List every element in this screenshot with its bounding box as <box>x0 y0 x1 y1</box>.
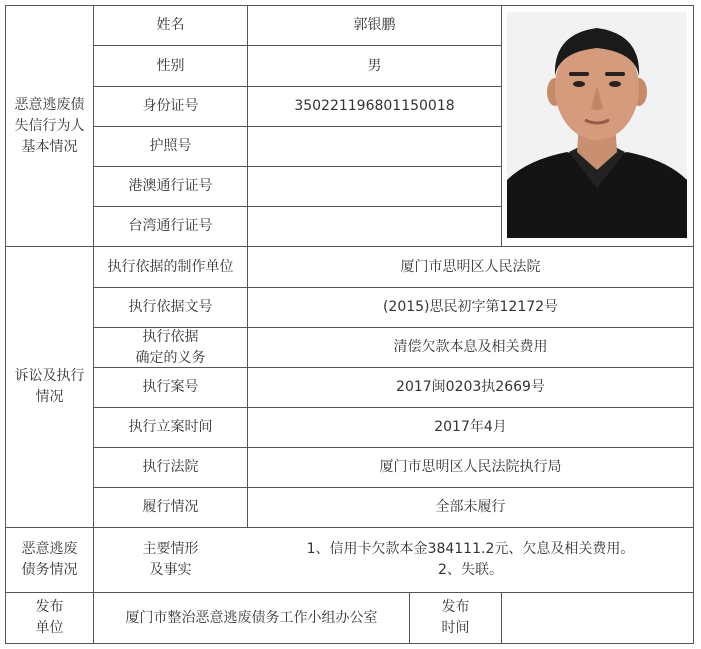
filing-date-label: 执行立案时间 <box>128 419 213 435</box>
publish-time-label-line1: 发布 <box>441 599 470 615</box>
facts-label-line2: 及事实 <box>149 562 192 578</box>
id-number-value: 350221196801150018 <box>294 98 455 114</box>
obligation-label <box>94 328 247 367</box>
obligation-label-line2: 确定的义务 <box>135 349 206 366</box>
facts-line-1: 1、信用卡欠款本金384111.2元、欠息及相关费用。 <box>306 541 635 557</box>
publisher-label-line1: 发布 <box>35 599 64 615</box>
name-label: 姓名 <box>156 17 185 33</box>
facts-label-line1: 主要情形 <box>142 541 199 557</box>
publisher-label <box>6 593 93 643</box>
section-label-basic <box>6 6 93 246</box>
facts-label <box>94 528 247 592</box>
document-number-value: (2015)思民初字第12172号 <box>382 299 559 315</box>
taiwan-permit-label: 台湾通行证号 <box>128 218 213 234</box>
obligation-label-line1: 执行依据 <box>142 328 199 345</box>
section-label-debt <box>6 528 93 592</box>
case-number-value: 2017闽0203执2669号 <box>396 379 545 395</box>
section-label-basic-line2: 失信行为人 <box>14 117 85 134</box>
section-label-basic-line3: 基本情况 <box>21 138 78 155</box>
id-number-label: 身份证号 <box>142 98 199 114</box>
performance-value: 全部未履行 <box>435 499 506 515</box>
taiwan-permit-value <box>248 207 501 246</box>
section-label-litigation-line1: 诉讼及执行 <box>14 368 85 384</box>
section-label-litigation <box>6 247 93 527</box>
performance-label: 履行情况 <box>142 499 199 515</box>
publish-time-value <box>502 593 693 643</box>
document-number-label: 执行依据文号 <box>128 299 213 315</box>
publish-time-label <box>410 593 501 643</box>
facts-line-2: 2、失联。 <box>438 562 503 578</box>
court-value: 厦门市思明区人民法院执行局 <box>379 459 562 475</box>
passport-label: 护照号 <box>149 138 192 154</box>
section-label-litigation-line2: 情况 <box>35 389 64 405</box>
gender-value: 男 <box>367 57 382 74</box>
hk-macau-permit-value <box>248 167 501 206</box>
hk-macau-permit-label: 港澳通行证号 <box>128 178 213 194</box>
publish-time-label-line2: 时间 <box>441 620 470 636</box>
publisher-value: 厦门市整治恶意逃废债务工作小组办公室 <box>125 609 378 626</box>
section-label-debt-line1: 恶意逃废 <box>21 541 78 557</box>
name-value: 郭银鹏 <box>353 17 396 33</box>
issuer-value: 厦门市思明区人民法院 <box>400 258 541 275</box>
obligation-value: 清偿欠款本息及相关费用 <box>393 339 548 355</box>
facts-value <box>248 528 693 592</box>
section-label-debt-line2: 债务情况 <box>21 562 78 578</box>
section-label-basic-line1: 恶意逃废债 <box>14 96 85 113</box>
passport-value <box>248 127 501 166</box>
case-number-label: 执行案号 <box>142 379 199 395</box>
issuer-label: 执行依据的制作单位 <box>107 258 234 275</box>
court-label: 执行法院 <box>142 459 199 475</box>
filing-date-value: 2017年4月 <box>434 419 507 435</box>
gender-label: 性别 <box>156 57 185 74</box>
publisher-label-line2: 单位 <box>35 620 64 636</box>
portrait-photo <box>507 12 687 238</box>
